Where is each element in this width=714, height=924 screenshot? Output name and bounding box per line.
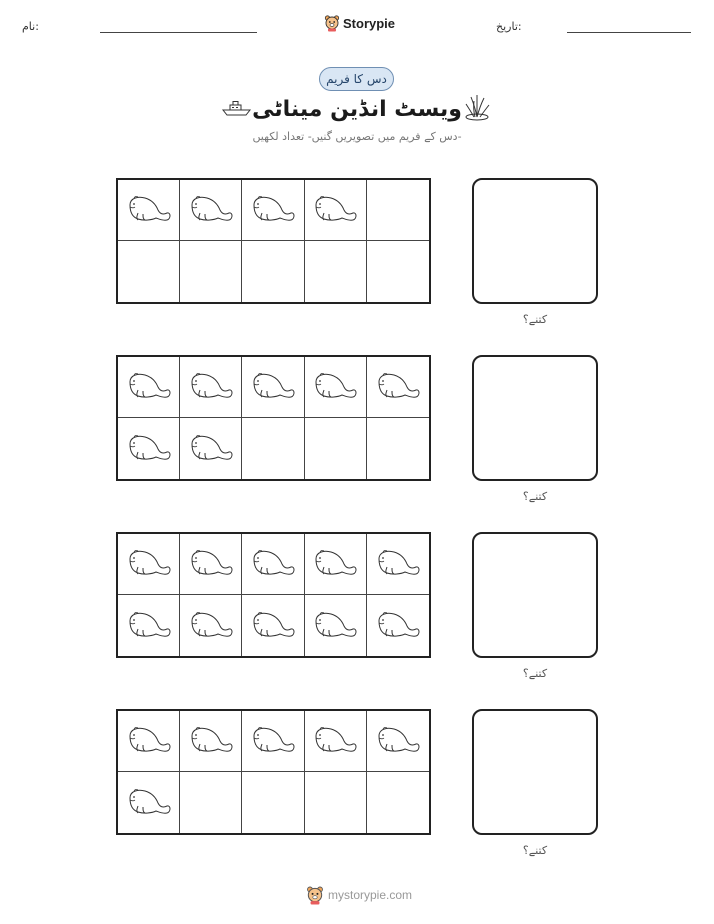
brand-name: Storypie xyxy=(343,15,396,31)
frame-cell xyxy=(180,418,242,479)
answer-box-3[interactable] xyxy=(472,532,598,658)
how-many-label-3: کتنے؟ xyxy=(522,667,548,680)
frame-cell xyxy=(242,180,304,241)
frame-cell xyxy=(305,711,367,772)
ten-frame-3 xyxy=(116,532,431,658)
manatee-icon xyxy=(312,608,358,644)
manatee-icon xyxy=(188,369,234,405)
frame-cell xyxy=(305,772,367,833)
ten-frame-2 xyxy=(116,355,431,481)
footer xyxy=(306,884,412,906)
date-label: تاریخ: xyxy=(496,20,522,33)
footer-website: mystorypie.com xyxy=(328,888,413,902)
frame-cell xyxy=(305,241,367,302)
topic-badge-label: دس کا فریم xyxy=(326,72,387,86)
frame-cell xyxy=(118,418,180,479)
manatee-icon xyxy=(188,192,234,228)
topic-badge xyxy=(319,67,394,91)
answer-box-1[interactable] xyxy=(472,178,598,304)
frame-cell xyxy=(118,772,180,833)
manatee-icon xyxy=(126,369,172,405)
manatee-icon xyxy=(250,723,296,759)
frame-cell xyxy=(242,241,304,302)
frame-cell xyxy=(367,418,429,479)
manatee-icon xyxy=(250,369,296,405)
frame-cell xyxy=(180,711,242,772)
frame-cell xyxy=(118,241,180,302)
instructions: دس کے فریم میں تصویریں گنیں- تعداد لکھیں- xyxy=(252,130,462,143)
ten-frame-4 xyxy=(116,709,431,835)
manatee-icon xyxy=(126,608,172,644)
how-many-label-4: کتنے؟ xyxy=(522,844,548,857)
name-label: نام: xyxy=(22,20,39,33)
brand-logo xyxy=(324,13,395,33)
how-many-label-1: کتنے؟ xyxy=(522,313,548,326)
page-title: ویسٹ انڈین میناٹی xyxy=(252,97,462,122)
manatee-icon xyxy=(375,369,421,405)
frame-cell xyxy=(367,534,429,595)
manatee-icon xyxy=(126,192,172,228)
manatee-icon xyxy=(312,192,358,228)
frame-cell xyxy=(367,241,429,302)
how-many-label-2: کتنے؟ xyxy=(522,490,548,503)
frame-cell xyxy=(242,357,304,418)
frame-cell xyxy=(180,180,242,241)
frame-cell xyxy=(242,595,304,656)
seagrass-icon xyxy=(462,93,492,125)
answer-box-4[interactable] xyxy=(472,709,598,835)
manatee-icon xyxy=(250,546,296,582)
frame-cell xyxy=(118,711,180,772)
ten-frame-1 xyxy=(116,178,431,304)
frame-cell xyxy=(305,534,367,595)
frame-cell xyxy=(242,418,304,479)
manatee-icon xyxy=(126,723,172,759)
manatee-icon xyxy=(250,192,296,228)
frame-cell xyxy=(367,180,429,241)
frame-cell xyxy=(367,711,429,772)
manatee-icon xyxy=(188,431,234,467)
date-field[interactable] xyxy=(567,32,691,33)
frame-cell xyxy=(180,534,242,595)
answer-box-2[interactable] xyxy=(472,355,598,481)
frame-cell xyxy=(118,534,180,595)
frame-cell xyxy=(180,241,242,302)
frame-cell xyxy=(118,357,180,418)
bear-mascot-icon xyxy=(324,14,340,32)
frame-cell xyxy=(118,595,180,656)
frame-cell xyxy=(305,357,367,418)
manatee-icon xyxy=(188,723,234,759)
frame-cell xyxy=(118,180,180,241)
frame-cell xyxy=(242,711,304,772)
manatee-icon xyxy=(312,369,358,405)
manatee-icon xyxy=(375,546,421,582)
frame-cell xyxy=(367,772,429,833)
frame-cell xyxy=(180,595,242,656)
manatee-icon xyxy=(126,785,172,821)
manatee-icon xyxy=(375,608,421,644)
frame-cell xyxy=(305,180,367,241)
manatee-icon xyxy=(126,431,172,467)
name-field[interactable] xyxy=(100,32,257,33)
manatee-icon xyxy=(126,546,172,582)
manatee-icon xyxy=(250,608,296,644)
manatee-icon xyxy=(312,546,358,582)
frame-cell xyxy=(305,418,367,479)
frame-cell xyxy=(242,534,304,595)
frame-cell xyxy=(180,357,242,418)
manatee-icon xyxy=(188,546,234,582)
frame-cell xyxy=(367,357,429,418)
frame-cell xyxy=(305,595,367,656)
frame-cell xyxy=(367,595,429,656)
manatee-icon xyxy=(188,608,234,644)
bear-mascot-icon xyxy=(306,885,324,905)
frame-cell xyxy=(180,772,242,833)
manatee-icon xyxy=(312,723,358,759)
frame-cell xyxy=(242,772,304,833)
manatee-icon xyxy=(375,723,421,759)
